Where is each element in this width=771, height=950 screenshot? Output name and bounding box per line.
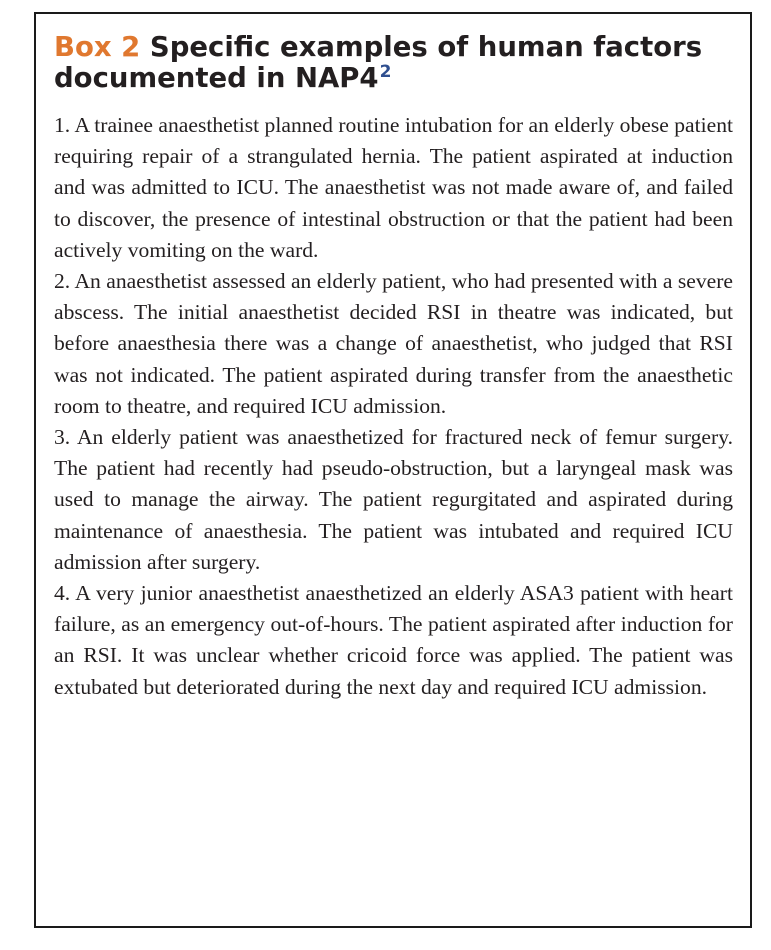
example-number: 3. (54, 425, 71, 450)
example-text: An elderly patient was anaesthetized for fractured neck of femur surgery. The patient had recently had pseudo-obstruction, but a laryngeal mask was used to manage the airway. The patient regurgitated and aspirated during maintenance of anaesthesia. The patient was intubated and required ICU admission after surgery. (54, 425, 733, 574)
box-2-panel (34, 12, 752, 928)
examples-list (54, 110, 733, 703)
box-title (54, 32, 733, 94)
example-text: A trainee anaesthetist planned routine intubation for an elderly obese patient requiring repair of a strangulated hernia. The patient aspirated at induction and was admitted to ICU. The anaesthetist was not made aware of, and failed to discover, the presence of intestinal obstruction or that the patient had been actively vomiting on the ward. (54, 113, 733, 262)
example-item-1 (54, 110, 733, 266)
example-text: An anaesthetist assessed an elderly patient, who had presented with a severe abscess. The initial anaesthetist decided RSI in theatre was indicated, but before anaesthesia there was a change of anaesthetist, who judged that RSI was not indicated. The patient aspirated during transfer from the anaesthetic room to theatre, and required ICU admission. (54, 269, 733, 418)
example-item-3 (54, 422, 733, 578)
box-label: Box 2 (54, 31, 141, 63)
box-title-line2: documented in NAP4 (54, 62, 379, 94)
example-text: A very junior anaesthetist anaesthetized an elderly ASA3 patient with heart failure, as an emergency out-of-hours. The patient aspirated after induction for an RSI. It was unclear whether cricoid force was applied. The patient was extubated but deteriorated during the next day and required ICU admission. (54, 581, 733, 699)
box-title-line1: Specific examples of human factors (149, 31, 703, 63)
example-number: 1. (54, 113, 71, 137)
example-number: 4. (54, 581, 71, 606)
citation-superscript[interactable]: 2 (379, 62, 392, 82)
example-item-2 (54, 266, 733, 422)
example-number: 2. (54, 269, 71, 294)
example-item-4 (54, 578, 733, 703)
